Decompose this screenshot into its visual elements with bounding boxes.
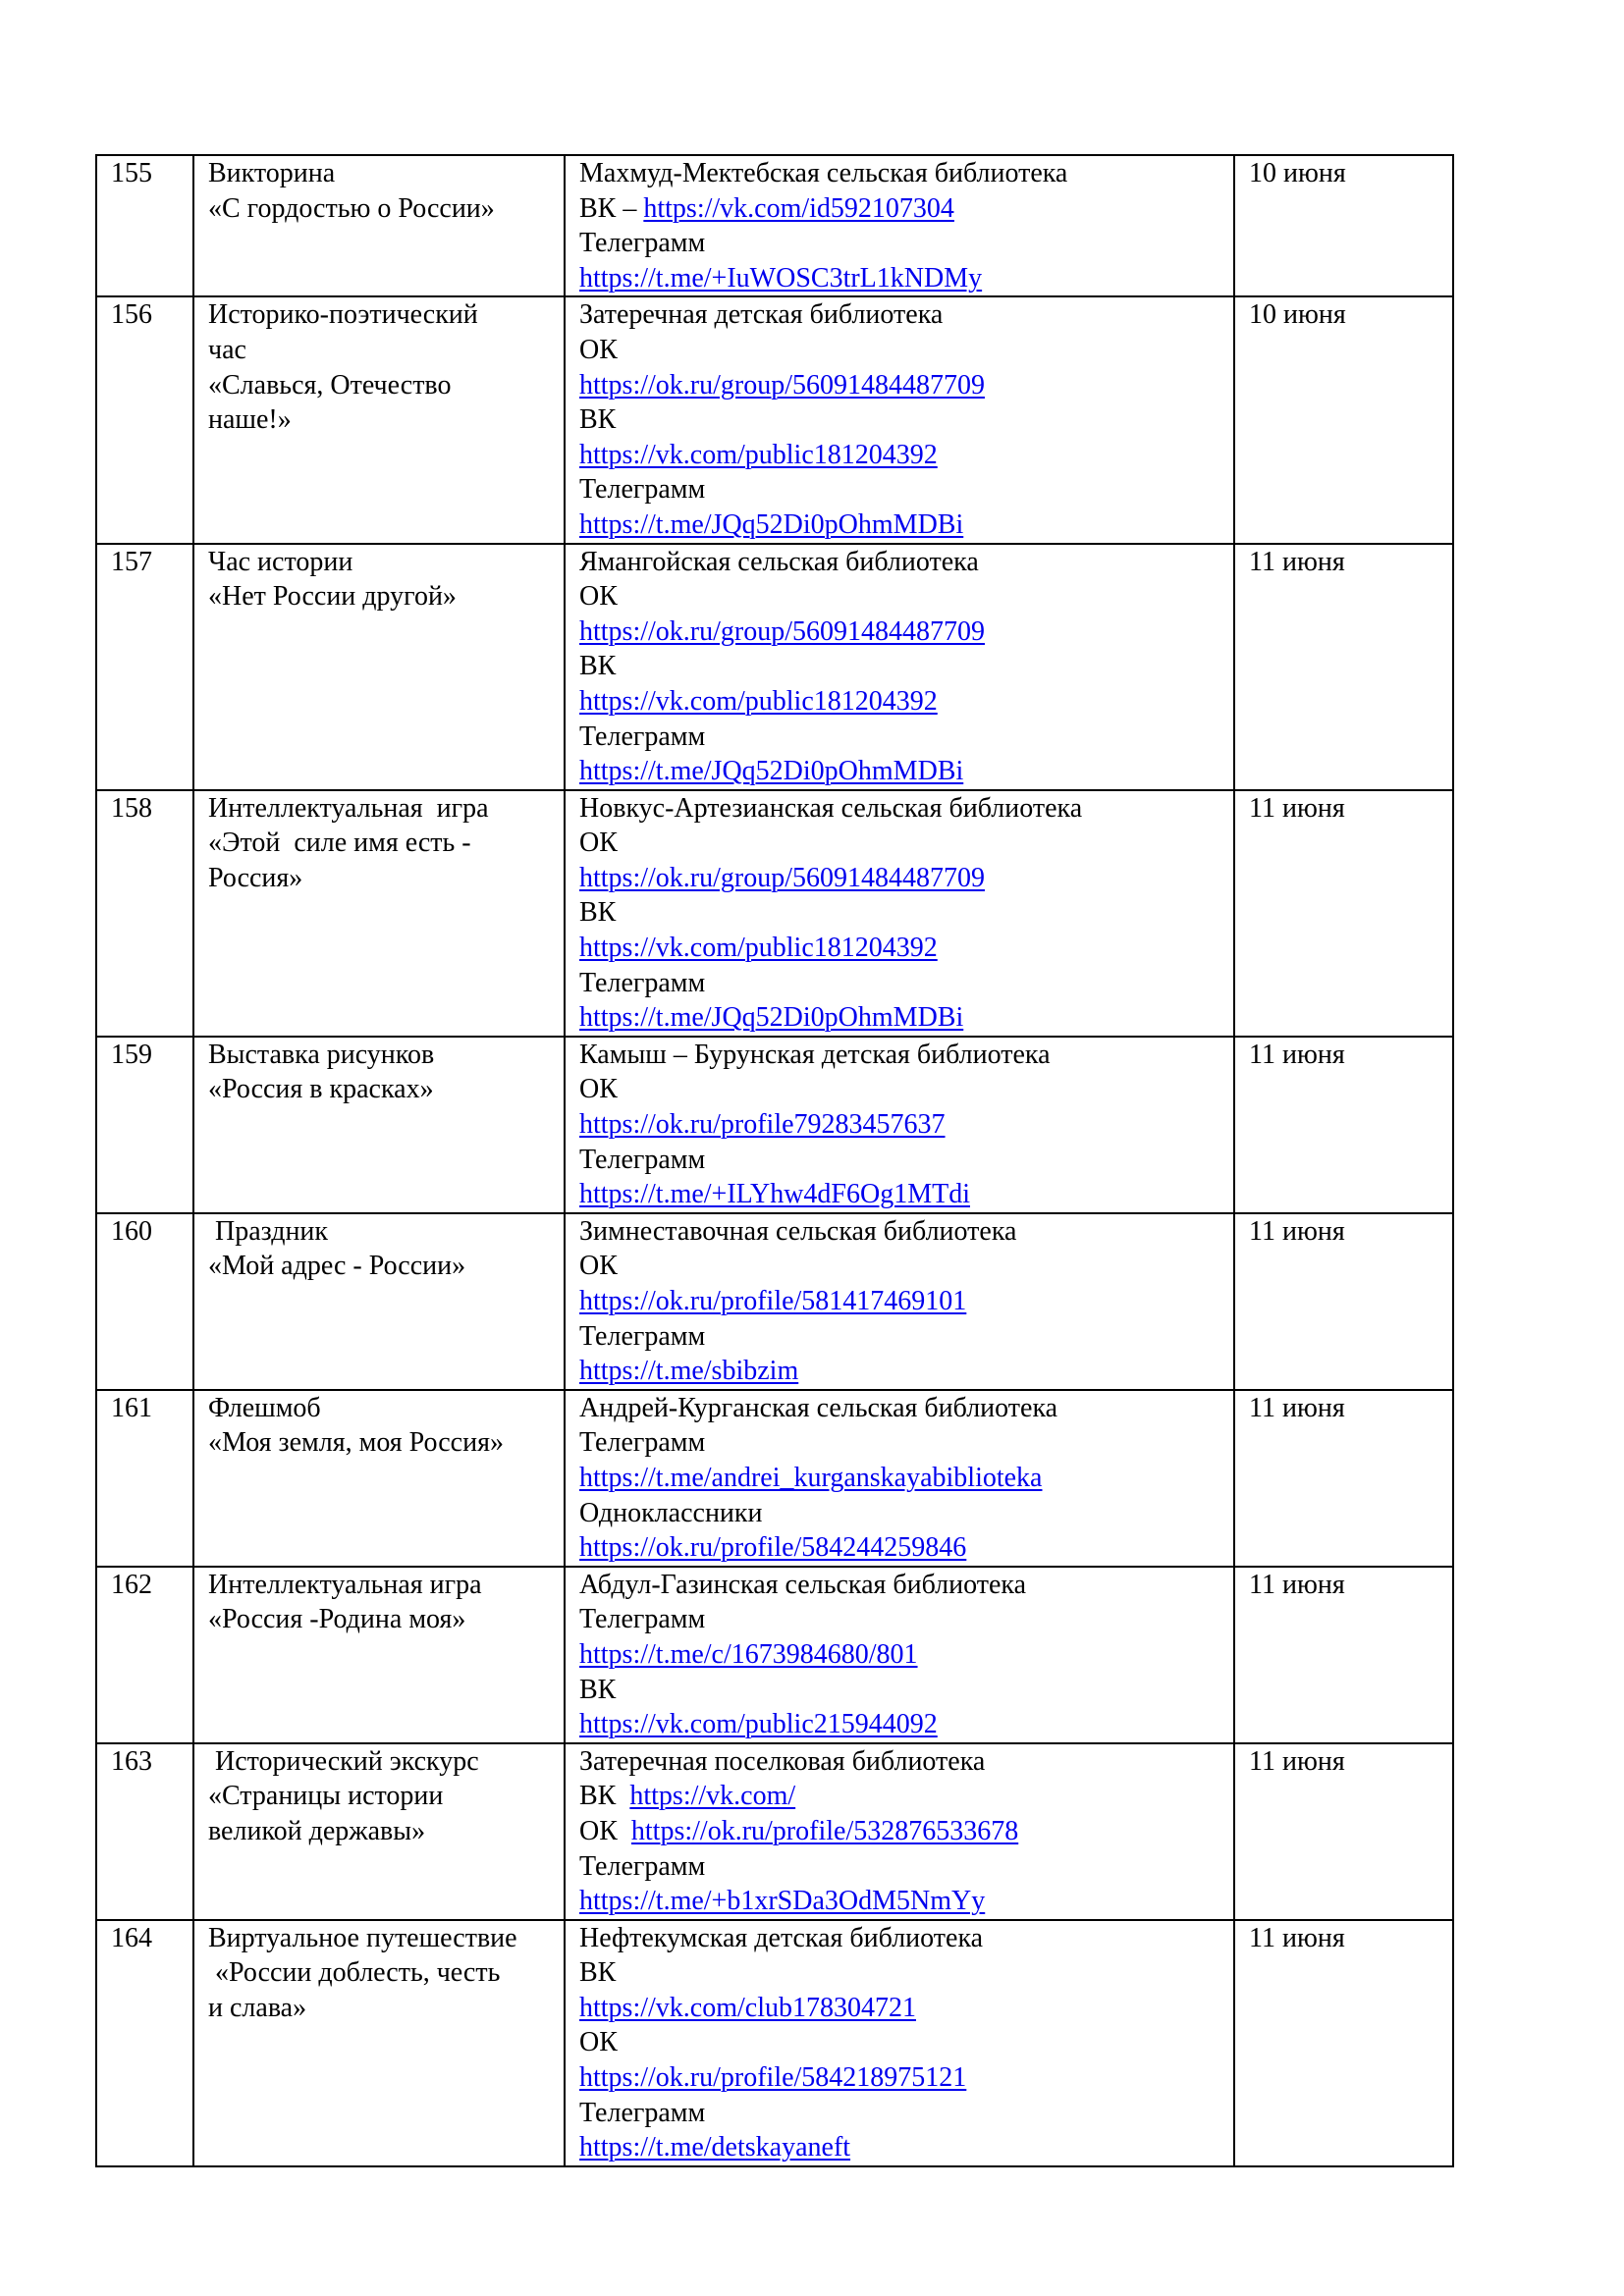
event-number: 162: [96, 1567, 193, 1743]
event-date: 11 июня: [1234, 1037, 1453, 1213]
venue-text-line: [579, 1319, 1233, 1355]
table-row: [96, 1743, 1453, 1920]
event-title-line: Интеллектуальная игра: [208, 1569, 482, 1600]
social-link[interactable]: https://vk.com/public181204392: [579, 439, 938, 470]
venue-link-line: [579, 614, 1233, 650]
venue-label: ОК: [579, 334, 618, 365]
event-venue-cell: [565, 1920, 1234, 2166]
event-date: 11 июня: [1234, 1567, 1453, 1743]
venue-label: Телеграмм: [579, 1850, 706, 1882]
social-link[interactable]: https://vk.com/public181204392: [579, 685, 938, 717]
social-link[interactable]: https://t.me/+ILYhw4dF6Og1MTdi: [579, 1179, 970, 1210]
social-link[interactable]: https://t.me/andrei_kurganskayabiblioteka: [579, 1462, 1043, 1493]
venue-link-line: [579, 1461, 1233, 1496]
venue-text-line: [579, 297, 1233, 333]
venue-link-line: [579, 438, 1233, 473]
venue-text-line: [579, 1673, 1233, 1708]
social-link[interactable]: https://t.me/JQq52Di0pOhmMDBi: [579, 1002, 964, 1034]
venue-text-line: [579, 545, 1233, 580]
event-venue-cell: [565, 1037, 1234, 1213]
event-title-line: «Славься, Отечество: [208, 369, 452, 400]
event-date: 11 июня: [1234, 1743, 1453, 1920]
table-row: [96, 544, 1453, 790]
venue-label: ОК: [579, 2027, 618, 2058]
event-date: 11 июня: [1234, 544, 1453, 790]
event-venue-cell: [565, 1567, 1234, 1743]
venue-text-line: [579, 579, 1233, 614]
event-title-line: «С гордостью о России»: [208, 192, 495, 224]
event-number: 158: [96, 790, 193, 1037]
event-title-cell: [193, 790, 565, 1037]
venue-link-line: [579, 1177, 1233, 1212]
venue-label: ОК: [579, 581, 618, 613]
venue-text-line: [579, 1955, 1233, 1991]
venue-text-line: [579, 1921, 1233, 1956]
social-link[interactable]: https://ok.ru/profile/532876533678: [630, 1815, 1019, 1846]
venue-label: Телеграмм: [579, 1604, 706, 1635]
venue-text-line: [579, 1072, 1233, 1107]
venue-label: Зимнеставочная сельская библиотека: [579, 1215, 1017, 1247]
event-date: 11 июня: [1234, 1920, 1453, 2166]
venue-label: Телеграмм: [579, 1144, 706, 1175]
social-link[interactable]: https://ok.ru/profile/584218975121: [579, 2062, 967, 2094]
venue-text-line: [579, 1496, 1233, 1531]
venue-text-line: [579, 1143, 1233, 1178]
event-title-line: Флешмоб: [208, 1392, 321, 1423]
venue-link-line: [579, 754, 1233, 789]
event-title-line: Праздник: [208, 1215, 329, 1247]
venue-link-line: [579, 1637, 1233, 1673]
venue-label: Новкус-Артезианская сельская библиотека: [579, 792, 1083, 824]
venue-text-line: [579, 472, 1233, 507]
social-link[interactable]: https://t.me/detskayaneft: [579, 2132, 851, 2163]
social-link[interactable]: https://ok.ru/profile/584244259846: [579, 1532, 967, 1564]
event-date: 11 июня: [1234, 1390, 1453, 1567]
social-link[interactable]: https://t.me/+IuWOSC3trL1kNDMy: [579, 262, 983, 294]
event-title-line: Россия»: [208, 862, 303, 893]
venue-label: ВК: [579, 651, 617, 682]
venue-label: Затеречная детская библиотека: [579, 299, 944, 331]
venue-link-line: [579, 1354, 1233, 1389]
venue-link-line: [579, 1284, 1233, 1319]
social-link[interactable]: https://ok.ru/group/56091484487709: [579, 615, 985, 647]
venue-text-line: [579, 966, 1233, 1001]
event-number: 159: [96, 1037, 193, 1213]
social-link[interactable]: https://t.me/JQq52Di0pOhmMDBi: [579, 756, 964, 787]
table-row: [96, 1920, 1453, 2166]
event-title-cell: [193, 1743, 565, 1920]
event-title-line: «Этой силе имя есть -: [208, 828, 471, 859]
venue-label: ОК: [579, 1251, 618, 1282]
venue-label: Одноклассники: [579, 1497, 763, 1528]
table-row: [96, 1567, 1453, 1743]
event-venue-cell: [565, 1743, 1234, 1920]
event-title-cell: [193, 1037, 565, 1213]
venue-link-line: [579, 191, 1233, 227]
venue-label: Андрей-Курганская сельская библиотека: [579, 1392, 1058, 1423]
venue-text-line: [579, 402, 1233, 438]
event-date: 11 июня: [1234, 1213, 1453, 1390]
venue-text-line: [579, 1425, 1233, 1461]
event-title-line: Интеллектуальная игра: [208, 792, 489, 824]
venue-text-line: [579, 895, 1233, 931]
social-link[interactable]: https://ok.ru/group/56091484487709: [579, 862, 985, 893]
event-title-line: «Нет России другой»: [208, 581, 457, 613]
event-venue-cell: [565, 155, 1234, 296]
venue-link-line: [579, 507, 1233, 543]
event-title-line: Час истории: [208, 546, 353, 577]
event-title-line: Выставка рисунков: [208, 1039, 435, 1070]
venue-label: ВК: [579, 1674, 617, 1705]
venue-text-line: [579, 720, 1233, 755]
event-number: 156: [96, 296, 193, 543]
venue-link-line: [579, 1000, 1233, 1036]
table-row: [96, 155, 1453, 296]
venue-text-line: [579, 1568, 1233, 1603]
social-link[interactable]: https://t.me/JQq52Di0pOhmMDBi: [579, 508, 964, 540]
event-number: 164: [96, 1920, 193, 2166]
event-date: 11 июня: [1234, 790, 1453, 1037]
venue-text-line: [579, 226, 1233, 261]
events-table-body: [96, 155, 1453, 2166]
venue-text-line: [579, 1744, 1233, 1780]
venue-text-line: [579, 2025, 1233, 2060]
venue-link-line: [579, 1107, 1233, 1143]
venue-text-line: [579, 649, 1233, 684]
venue-link-line: [579, 861, 1233, 896]
event-venue-cell: [565, 790, 1234, 1037]
table-row: [96, 1390, 1453, 1567]
event-title-line: великой державы»: [208, 1815, 426, 1846]
venue-text-line: [579, 826, 1233, 861]
event-title-line: «Моя земля, моя Россия»: [208, 1427, 504, 1459]
table-row: [96, 296, 1453, 543]
venue-link-line: [579, 2060, 1233, 2096]
venue-text-line: [579, 1602, 1233, 1637]
venue-label: Телеграмм: [579, 474, 706, 506]
venue-label: Телеграмм: [579, 1427, 706, 1459]
social-link[interactable]: https://t.me/+b1xrSDa3OdM5NmYy: [579, 1886, 986, 1917]
social-link[interactable]: https://t.me/c/1673984680/801: [579, 1638, 918, 1670]
social-link[interactable]: https://vk.com/id592107304: [643, 192, 954, 224]
social-link[interactable]: https://ok.ru/profile79283457637: [579, 1109, 946, 1141]
event-number: 160: [96, 1213, 193, 1390]
social-link[interactable]: https://ok.ru/group/56091484487709: [579, 369, 985, 400]
social-link[interactable]: https://ok.ru/profile/581417469101: [579, 1286, 967, 1316]
venue-link-line: [579, 1884, 1233, 1919]
venue-label: Абдул-Газинская сельская библиотека: [579, 1569, 1027, 1600]
venue-label: Телеграмм: [579, 228, 706, 259]
event-title-cell: [193, 155, 565, 296]
table-row: [96, 1037, 1453, 1213]
venue-text-line: [579, 1038, 1233, 1073]
event-title-line: «Россия в красках»: [208, 1074, 434, 1105]
table-row: [96, 1213, 1453, 1390]
event-date: 10 июня: [1234, 155, 1453, 296]
venue-label: Нефтекумская детская библиотека: [579, 1922, 984, 1953]
event-title-line: Исторический экскурс: [208, 1745, 479, 1777]
event-title-cell: [193, 1390, 565, 1567]
venue-label: ОК: [579, 1815, 631, 1846]
venue-link-line: [579, 368, 1233, 403]
event-title-cell: [193, 1213, 565, 1390]
venue-link-line: [579, 1530, 1233, 1566]
venue-label: Телеграмм: [579, 967, 706, 998]
venue-text-line: [579, 791, 1233, 827]
event-title-line: Виртуальное путешествие: [208, 1922, 517, 1953]
event-venue-cell: [565, 1213, 1234, 1390]
venue-label: ВК: [579, 1957, 617, 1989]
event-number: 155: [96, 155, 193, 296]
venue-link-line: [579, 1814, 1233, 1849]
venue-label: ОК: [579, 828, 618, 859]
event-title-line: «Страницы истории: [208, 1781, 444, 1812]
event-title-line: Викторина: [208, 158, 336, 188]
venue-link-line: [579, 684, 1233, 720]
venue-text-line: [579, 333, 1233, 368]
event-number: 163: [96, 1743, 193, 1920]
event-title-line: наше!»: [208, 404, 292, 436]
event-title-line: и слава»: [208, 1992, 307, 2023]
social-link[interactable]: https://vk.com/public215944092: [579, 1709, 938, 1740]
venue-label: ОК: [579, 1074, 618, 1105]
venue-label: Ямангойская сельская библиотека: [579, 546, 979, 577]
venue-text-line: [579, 1249, 1233, 1284]
social-link[interactable]: https://vk.com/: [629, 1781, 796, 1812]
venue-label: Телеграмм: [579, 1320, 706, 1352]
venue-label: ВК: [579, 1781, 630, 1812]
venue-link-line: [579, 931, 1233, 966]
venue-link-line: [579, 1991, 1233, 2026]
event-venue-cell: [565, 544, 1234, 790]
venue-link-line: [579, 1707, 1233, 1742]
venue-link-line: [579, 1779, 1233, 1814]
venue-text-line: [579, 1391, 1233, 1426]
event-title-cell: [193, 1567, 565, 1743]
event-title-line: «Россия -Родина моя»: [208, 1604, 466, 1635]
venue-link-line: [579, 2130, 1233, 2165]
event-venue-cell: [565, 296, 1234, 543]
venue-label: Телеграмм: [579, 2097, 706, 2128]
venue-label: ВК: [579, 404, 617, 436]
event-number: 161: [96, 1390, 193, 1567]
event-title-line: «Мой адрес - России»: [208, 1251, 466, 1282]
venue-link-line: [579, 261, 1233, 296]
event-date: 10 июня: [1234, 296, 1453, 543]
social-link[interactable]: https://vk.com/public181204392: [579, 933, 938, 964]
venue-label: Затеречная поселковая библиотека: [579, 1745, 986, 1777]
event-title-cell: [193, 1920, 565, 2166]
event-venue-cell: [565, 1390, 1234, 1567]
events-table: [95, 154, 1454, 2167]
event-title-line: час: [208, 334, 246, 365]
venue-text-line: [579, 1214, 1233, 1250]
table-row: [96, 790, 1453, 1037]
venue-label: Камыш – Бурунская детская библиотека: [579, 1039, 1051, 1070]
event-title-cell: [193, 544, 565, 790]
social-link[interactable]: https://t.me/sbibzim: [579, 1356, 799, 1387]
venue-label: ВК: [579, 897, 617, 929]
venue-label: Телеграмм: [579, 721, 706, 752]
event-number: 157: [96, 544, 193, 790]
event-title-line: «России доблесть, честь: [208, 1957, 501, 1989]
venue-text-line: [579, 156, 1233, 191]
venue-label: ВК –: [579, 192, 644, 224]
venue-text-line: [579, 2096, 1233, 2131]
venue-label: Махмуд-Мектебская сельская библиотека: [579, 158, 1068, 188]
social-link[interactable]: https://vk.com/club178304721: [579, 1992, 916, 2023]
event-title-cell: [193, 296, 565, 543]
venue-text-line: [579, 1849, 1233, 1885]
event-title-line: Историко-поэтический: [208, 299, 478, 331]
